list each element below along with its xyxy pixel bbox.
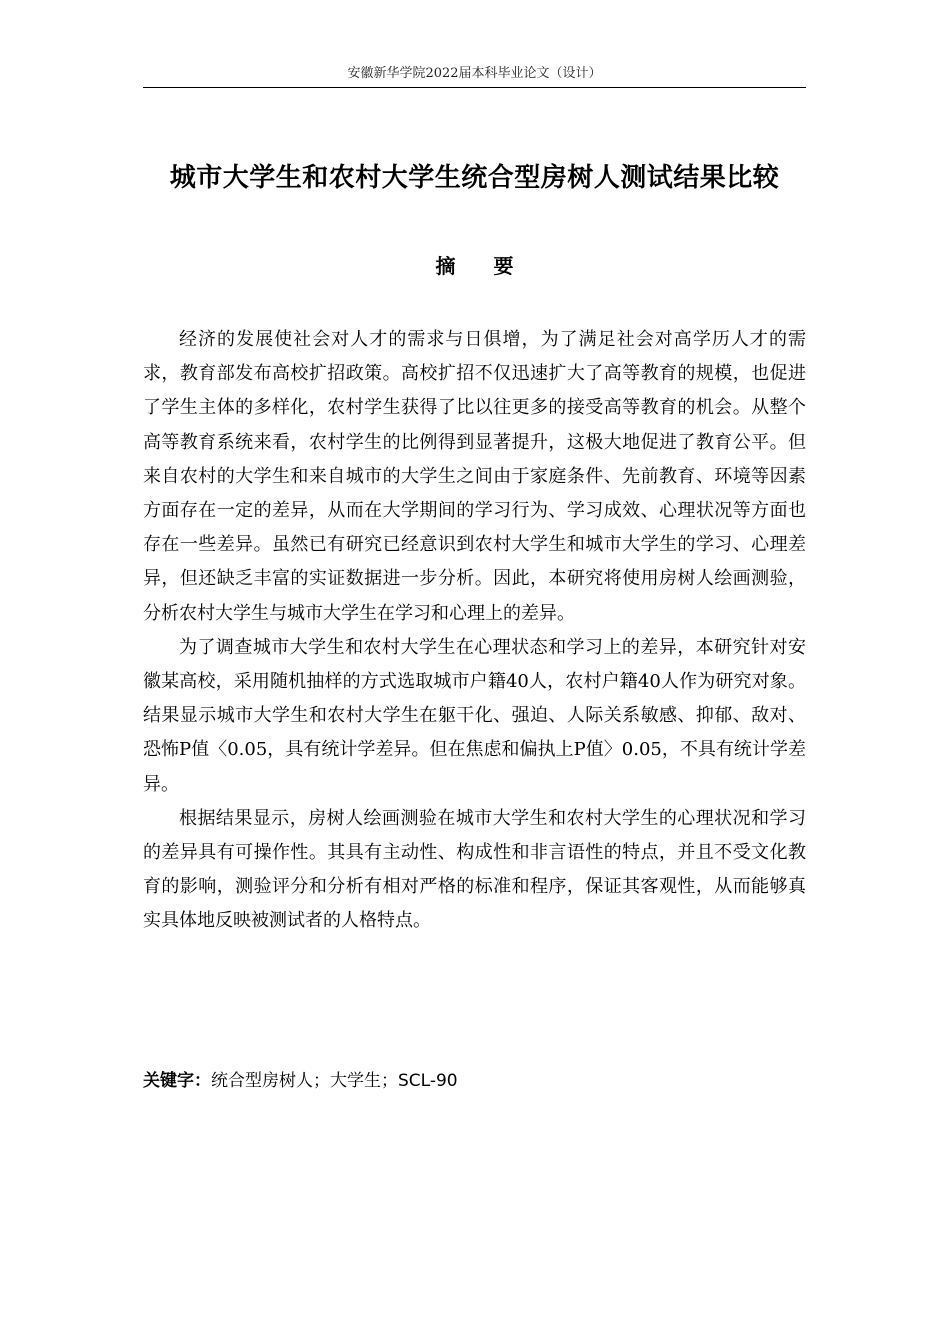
abstract-paragraph-3: 根据结果显示，房树人绘画测验在城市大学生和农村大学生的心理状况和学习的差异具有可操作性。其具有主动性、构成性和非言语性的特点，并且不受文化教育的影响，测验评分和分析有相对严格的标准和程序，保证其客观性，从而能够真实具体地反映被测试者的人格特点。 [143, 807, 806, 932]
header-rule [143, 87, 806, 88]
abstract-paragraph-2: 为了调查城市大学生和农村大学生在心理状态和学习上的差异，本研究针对安徽某高校，采用随机抽样的方式选取城市户籍40人，农村户籍40人作为研究对象。结果显示城市大学生和农村大学生在躯干化、强迫、人际关系敏感、抑郁、敌对、恐怖P值〈0.05，具有统计学差异。但在焦虑和偏执上P值〉0.05，不具有统计学差异。 [143, 636, 806, 795]
abstract-heading-left: 摘 [435, 254, 456, 278]
abstract-heading-right: 要 [493, 254, 514, 278]
keywords-line [143, 1066, 806, 1096]
running-header: 安徽新华学院2022届本科毕业论文（设计） [347, 66, 602, 81]
abstract-body [143, 323, 806, 939]
abstract-paragraph-1: 经济的发展使社会对人才的需求与日俱增，为了满足社会对高学历人才的需求，教育部发布高校扩招政策。高校扩招不仅迅速扩大了高等教育的规模，也促进了学生主体的多样化，农村学生获得了比以往更多的接受高等教育的机会。从整个高等教育系统来看，农村学生的比例得到显著提升，这极大地促进了教育公平。但来自农村的大学生和来自城市的大学生之间由于家庭条件、先前教育、环境等因素方面存在一定的差异，从而在大学期间的学习行为、学习成效、心理状况等方面也存在一些差异。虽然已有研究已经意识到农村大学生和城市大学生的学习、心理差异，但还缺乏丰富的实证数据进一步分析。因此，本研究将使用房树人绘画测验，分析农村大学生与城市大学生在学习和心理上的差异。 [143, 329, 806, 624]
paper-title: 城市大学生和农村大学生统合型房树人测试结果比较 [169, 163, 780, 193]
keywords-value: 统合型房树人；大学生；SCL-90 [211, 1071, 458, 1091]
abstract-heading [143, 250, 806, 282]
keywords-label: 关键字： [143, 1071, 211, 1091]
